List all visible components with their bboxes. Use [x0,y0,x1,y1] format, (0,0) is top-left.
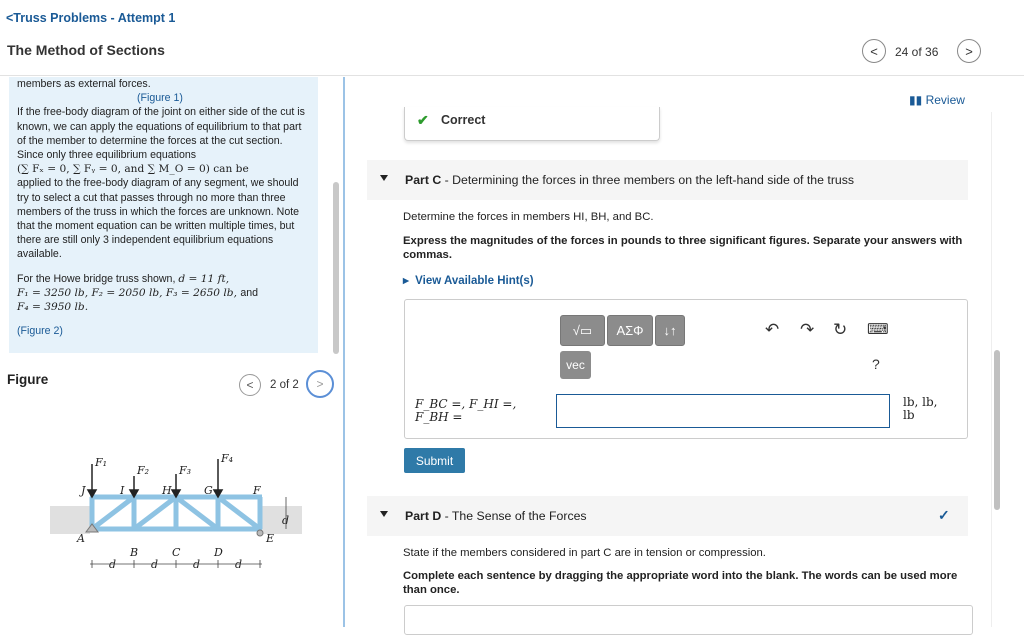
truss-label-f4: F₄ [221,454,234,465]
part-c-description: - Determining the forces in three members on the left-hand side of the truss [441,173,855,187]
units-line2: lb [903,408,915,422]
back-link[interactable]: <Truss Problems - Attempt 1 [6,11,176,25]
truss-label-f2: F₂ [137,464,150,477]
f1-f3-values [17,286,310,300]
truss-label-h: H [162,484,172,497]
page-title: The Method of Sections [7,42,165,58]
chevron-right-icon: > [316,377,324,391]
left-scrollbar[interactable] [333,182,339,354]
truss-label-d3: d [193,558,201,571]
truss-label-e: E [266,532,275,545]
chevron-left-icon: < [246,378,254,392]
para1: If the free-body diagram of the joint on either side of the cut is known, we can apply the equations of equilibrium to that part of the member to determine the forces at the cut section. Since only three equilibrium equations [17,106,305,162]
reset-icon[interactable]: ↻ [833,320,848,339]
collapse-triangle-icon [380,175,388,181]
units-label [903,396,937,422]
keyboard-icon[interactable]: ⌨ [867,321,889,338]
help-button[interactable]: ? [872,356,880,372]
left-panel [0,77,345,627]
redo-icon[interactable]: ↷ [800,320,815,339]
correct-banner [404,107,660,141]
right-scrollbar[interactable] [994,350,1000,510]
f4-value: F₄ = 3950 lb. [17,301,89,314]
truss-label-d4: d [235,558,243,571]
chevron-right-icon: > [965,43,973,59]
truss-label-d: D [214,546,223,559]
equilibrium-equations: (∑ Fₓ = 0, ∑ Fᵧ = 0, and ∑ M_O = 0) can be [17,163,249,176]
part-c-express: Express the magnitudes of the forces in pounds to three significant figures. Separate your answers with commas. [403,235,963,261]
para2 [17,272,310,286]
truss-label-height-d: d [282,514,290,527]
subscript-button[interactable] [655,315,685,346]
eq-label-line1: F_BC =, F_HI =, [415,397,517,411]
greek-symbols-label: ΑΣΦ [616,323,644,338]
truss-label-d2: d [151,558,159,571]
part-d-answer-box [404,605,973,635]
d-value: d = 11 ft, [178,272,230,285]
prev-page-button[interactable] [862,39,886,63]
part-c-instruction: Determine the forces in members HI, BH, and BC. [403,211,654,223]
checkmark-icon: ✓ [938,507,950,523]
subscript-icon: ↓↑ [663,323,677,338]
part-c-title [405,173,854,187]
review-label: Review [925,93,965,107]
truss-label-a: A [77,532,85,545]
part-d-description: - The Sense of the Forces [441,509,587,523]
truss-label-f1: F₁ [95,456,108,469]
answer-box [404,299,968,439]
truss-label-j: J [81,484,86,497]
truss-label-d1: d [109,558,117,571]
part-d-express: Complete each sentence by dragging the appropriate word into the blank. The words can be used more than once. [403,570,958,596]
info-box [9,77,318,353]
review-link[interactable] [909,93,965,107]
book-icon: ▮▮ [909,93,923,107]
next-page-button[interactable] [957,39,981,63]
correct-label: Correct [441,113,486,127]
truss-label-b: B [130,546,139,559]
figure1-link[interactable]: (Figure 1) [137,92,183,105]
part-d-header[interactable] [367,496,968,536]
truss-label-g: G [204,484,213,497]
truss-label-f3: F₃ [179,464,192,477]
para1b: applied to the free-body diagram of any segment, we should try to select a cut that passes through no more than three members of the truss in which the forces are unknown. Note that the moment equation can be written multiple times, but there are still only 3 independent equilibrium equations available. [17,177,300,261]
top-bar [0,0,1024,76]
units-line1: lb, lb, [903,395,938,409]
vec-button[interactable] [560,351,591,379]
intro-tail: members as external forces. [17,78,151,90]
f1-f3-text: F₁ = 3250 lb, F₂ = 2050 lb, F₃ = 2650 lb, [17,286,237,299]
templates-button[interactable] [560,315,605,346]
part-c-label: Part C [405,173,442,187]
figure-label: Figure [7,372,49,387]
templates-icon: √▭ [572,322,593,338]
figure-pager: 2 of 2 [270,379,299,391]
submit-button[interactable]: Submit [404,448,465,473]
answer-input[interactable] [556,394,890,428]
figure-prev-button[interactable] [239,374,261,396]
part-d-label: Part D [405,509,442,523]
equation-label [415,398,516,424]
undo-icon[interactable]: ↶ [765,320,780,339]
part-d-instruction: State if the members considered in part C are in tension or compression. [403,547,766,559]
triangle-right-icon: ▸ [403,275,409,287]
truss-diagram [50,454,310,584]
chevron-left-icon: < [870,43,878,59]
truss-label-i: I [120,484,125,497]
hint-label: View Available Hint(s) [415,275,534,287]
part-d-title [405,509,587,523]
eq-label-line2: F_BH = [415,410,463,424]
and-text: and [240,286,259,299]
truss-label-c: C [172,546,181,559]
figure2-link[interactable]: (Figure 2) [17,325,63,338]
greek-symbols-button[interactable] [607,315,653,346]
right-panel [347,77,1007,627]
vec-label: vec [566,358,585,372]
truss-label-f: F [253,484,261,497]
page-count: 24 of 36 [895,45,939,59]
part-c-header[interactable] [367,160,968,200]
collapse-triangle-icon [380,511,388,517]
figure-next-button[interactable] [306,370,334,398]
view-hints-link[interactable] [403,273,534,287]
para2-text: For the Howe bridge truss shown, [17,272,176,285]
check-icon: ✔ [417,112,429,128]
